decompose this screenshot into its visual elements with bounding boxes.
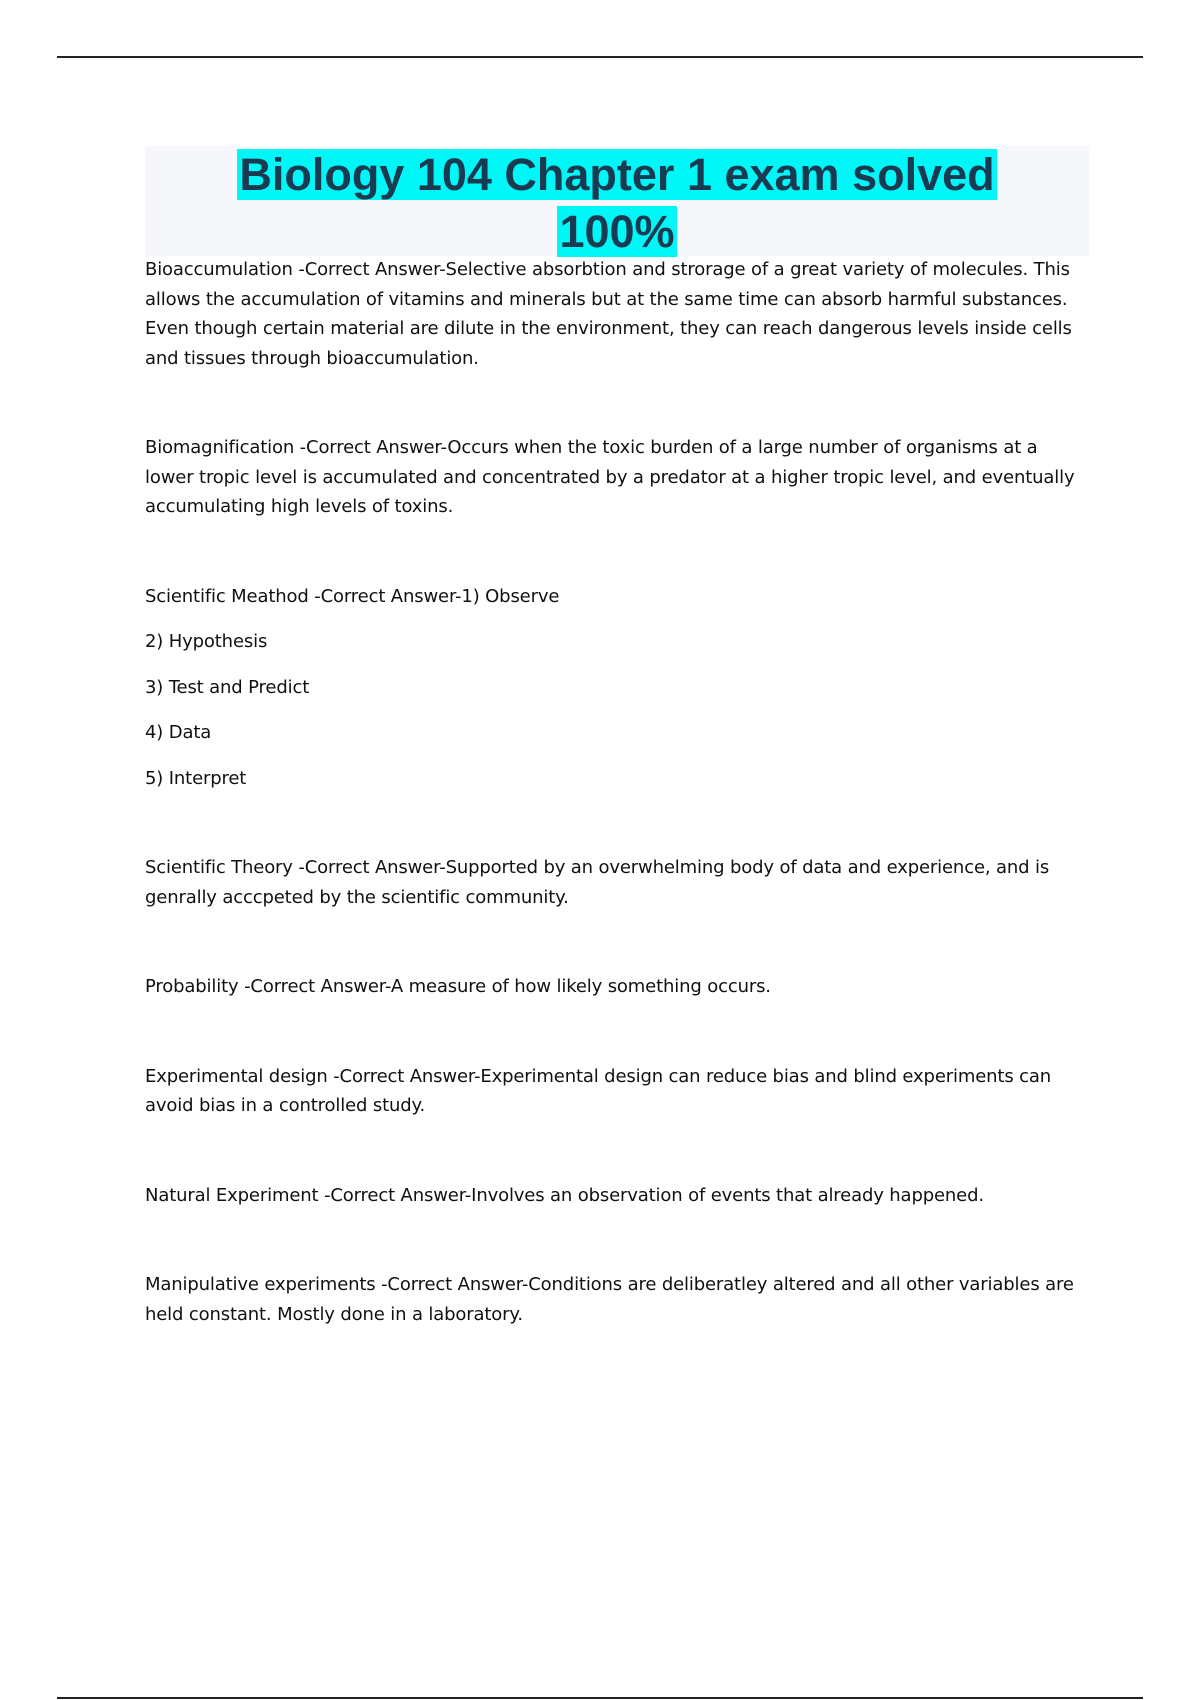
qa-term: Natural Experiment [145,1184,319,1206]
method-step-test-predict: 3) Test and Predict [145,676,310,698]
qa-entry-experimental-design [145,1062,1091,1121]
page-title [207,146,1027,260]
qa-separator: -Correct Answer- [375,1274,529,1295]
qa-answer: Conditions are deliberatley altered and all other variables are held constant. Mostly done in a laboratory. [145,1274,1074,1325]
qa-entry-scientific-theory [145,853,1091,912]
qa-separator: -Correct Answer- [238,976,391,997]
qa-entry-biomagnification [145,433,1091,522]
qa-term: Probability [145,976,239,997]
qa-separator: -Correct Answer- [327,1065,481,1087]
top-rule [57,56,1143,58]
qa-term: Scientific Meathod [145,585,309,607]
qa-answer: Involves an observation of events that already happened. [471,1184,984,1206]
qa-term: Scientific Theory [145,857,293,878]
qa-separator: -Correct Answer- [294,437,448,458]
method-step-interpret: 5) Interpret [145,767,247,789]
qa-answer: 1) Observe [461,585,560,607]
qa-term: Bioaccumulation [145,259,293,280]
qa-entry-probability [145,972,1091,1002]
qa-entry-manipulative-experiments [145,1270,1091,1329]
qa-answer: Selective absorbtion and strorage of a great variety of molecules. This allows the accumulation of vitamins and minerals but at the same time can absorb harmful substances. Even though certain material are dilute in the environment, they can reach dangerous levels inside cells and tissues through bioaccumulation. [145,259,1072,369]
method-step-data: 4) Data [145,722,212,743]
method-step-hypothesis: 2) Hypothesis [145,631,268,652]
qa-term: Experimental design [145,1065,328,1087]
qa-separator: -Correct Answer- [308,585,462,607]
bottom-rule [57,1697,1143,1699]
page-title-text: Biology 104 Chapter 1 exam solved 100% [239,149,995,257]
qa-content [145,255,1091,1389]
qa-answer: Experimental design can reduce bias and blind experiments can avoid bias in a controlled study. [145,1065,1052,1116]
qa-separator: -Correct Answer- [292,857,446,878]
qa-entry-scientific-method [145,582,1091,612]
qa-answer: Supported by an overwhelming body of data and experience, and is genrally acccpeted by the scientific community. [145,857,1050,908]
qa-term: Manipulative experiments [145,1274,376,1295]
title-band [145,146,1089,256]
qa-entry-natural-experiment [145,1181,1091,1211]
qa-entry-bioaccumulation [145,255,1091,373]
qa-answer: A measure of how likely something occurs. [390,976,771,997]
qa-separator: -Correct Answer- [318,1184,472,1206]
qa-term: Biomagnification [145,437,295,458]
qa-answer: Occurs when the toxic burden of a large number of organisms at a lower tropic level is accumulated and concentrated by a predator at a higher tropic level, and eventually accumulating high levels of toxins. [145,437,1075,517]
qa-separator: -Correct Answer- [292,259,446,280]
